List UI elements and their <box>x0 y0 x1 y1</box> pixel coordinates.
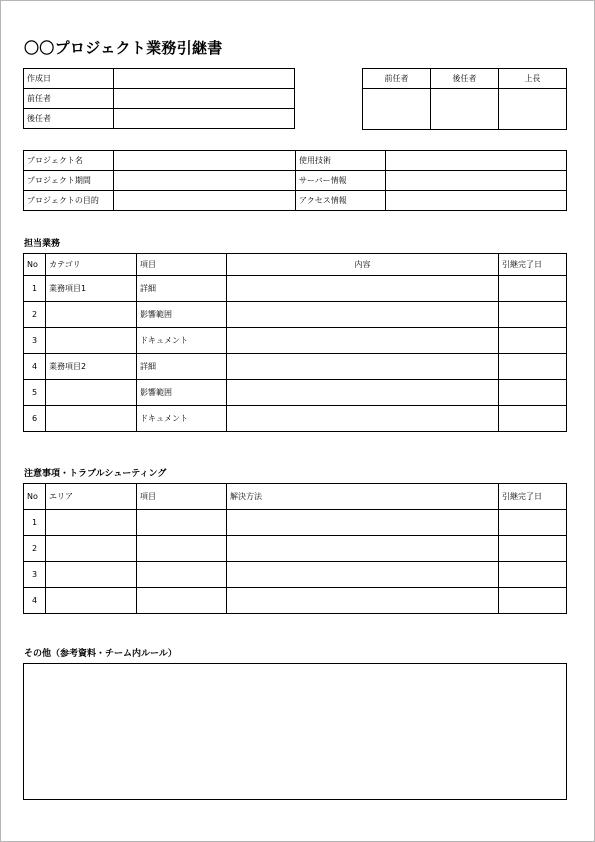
approval-header-manager: 上長 <box>499 69 567 89</box>
row-completion-date[interactable] <box>499 328 567 354</box>
label-technology: 使用技術 <box>296 151 386 171</box>
row-solution[interactable] <box>227 536 499 562</box>
row-content[interactable] <box>227 380 499 406</box>
row-completion-date[interactable] <box>499 536 567 562</box>
duties-header-category: カテゴリ <box>46 254 137 276</box>
approval-header-row <box>363 69 567 89</box>
row-area[interactable] <box>46 588 137 614</box>
row-item[interactable]: 詳細 <box>137 276 227 302</box>
row-item[interactable] <box>137 562 227 588</box>
table-row <box>24 328 567 354</box>
table-row <box>24 276 567 302</box>
field-predecessor[interactable] <box>114 89 295 109</box>
table-row <box>24 536 567 562</box>
info-row-successor <box>24 109 295 129</box>
row-solution[interactable] <box>227 510 499 536</box>
stamp-box-predecessor[interactable] <box>363 89 431 130</box>
table-row <box>24 380 567 406</box>
duties-header-item: 項目 <box>137 254 227 276</box>
duties-table <box>23 253 567 432</box>
approval-stamp-row <box>363 89 567 130</box>
row-category[interactable] <box>46 328 137 354</box>
table-row <box>24 562 567 588</box>
row-completion-date[interactable] <box>499 302 567 328</box>
label-project-purpose: プロジェクトの目的 <box>24 191 114 211</box>
other-notes-box[interactable] <box>23 663 567 800</box>
table-row <box>24 510 567 536</box>
label-project-name: プロジェクト名 <box>24 151 114 171</box>
row-number: 3 <box>24 562 46 588</box>
row-content[interactable] <box>227 276 499 302</box>
row-item[interactable]: 影響範囲 <box>137 380 227 406</box>
row-category[interactable]: 業務項目2 <box>46 354 137 380</box>
row-number: 5 <box>24 380 46 406</box>
field-server-info[interactable] <box>386 171 567 191</box>
field-technology[interactable] <box>386 151 567 171</box>
row-number: 6 <box>24 406 46 432</box>
duties-header-completion-date: 引継完了日 <box>499 254 567 276</box>
row-area[interactable] <box>46 562 137 588</box>
label-predecessor: 前任者 <box>24 89 114 109</box>
duties-header-content: 内容 <box>227 254 499 276</box>
duties-header-row <box>24 254 567 276</box>
row-completion-date[interactable] <box>499 510 567 536</box>
row-number: 4 <box>24 588 46 614</box>
approval-header-predecessor: 前任者 <box>363 69 431 89</box>
field-project-purpose[interactable] <box>114 191 296 211</box>
duties-header-no: No <box>24 254 46 276</box>
row-area[interactable] <box>46 536 137 562</box>
other-heading: その他（参考資料・チーム内ルール） <box>24 649 177 659</box>
row-content[interactable] <box>227 302 499 328</box>
stamp-box-successor[interactable] <box>431 89 499 130</box>
table-row <box>24 406 567 432</box>
notes-heading: 注意事項・トラブルシューティング <box>24 469 167 479</box>
row-area[interactable] <box>46 510 137 536</box>
row-item[interactable] <box>137 510 227 536</box>
field-access-info[interactable] <box>386 191 567 211</box>
row-completion-date[interactable] <box>499 562 567 588</box>
row-completion-date[interactable] <box>499 380 567 406</box>
project-row <box>24 171 567 191</box>
field-created-date[interactable] <box>114 69 295 89</box>
project-row <box>24 151 567 171</box>
basic-info-table <box>23 68 295 129</box>
label-access-info: アクセス情報 <box>296 191 386 211</box>
field-project-period[interactable] <box>114 171 296 191</box>
row-content[interactable] <box>227 406 499 432</box>
stamp-box-manager[interactable] <box>499 89 567 130</box>
notes-header-area: エリア <box>46 484 137 510</box>
info-row-predecessor <box>24 89 295 109</box>
row-completion-date[interactable] <box>499 354 567 380</box>
row-item[interactable] <box>137 588 227 614</box>
project-row <box>24 191 567 211</box>
approval-header-successor: 後任者 <box>431 69 499 89</box>
info-row-created-date <box>24 69 295 89</box>
document-title: 〇〇プロジェクト業務引継書 <box>24 39 223 57</box>
row-item[interactable]: ドキュメント <box>137 328 227 354</box>
duties-heading: 担当業務 <box>24 239 61 249</box>
field-successor[interactable] <box>114 109 295 129</box>
label-server-info: サーバー情報 <box>296 171 386 191</box>
row-item[interactable]: 影響範囲 <box>137 302 227 328</box>
project-info-table <box>23 150 567 211</box>
table-row <box>24 354 567 380</box>
notes-header-solution: 解決方法 <box>227 484 499 510</box>
row-number: 1 <box>24 510 46 536</box>
row-content[interactable] <box>227 354 499 380</box>
notes-header-item: 項目 <box>137 484 227 510</box>
row-item[interactable]: 詳細 <box>137 354 227 380</box>
row-solution[interactable] <box>227 588 499 614</box>
row-number: 1 <box>24 276 46 302</box>
row-item[interactable] <box>137 536 227 562</box>
row-number: 4 <box>24 354 46 380</box>
row-number: 2 <box>24 536 46 562</box>
row-category[interactable] <box>46 380 137 406</box>
row-item[interactable]: ドキュメント <box>137 406 227 432</box>
row-category[interactable] <box>46 406 137 432</box>
label-created-date: 作成日 <box>24 69 114 89</box>
notes-header-no: No <box>24 484 46 510</box>
row-category[interactable] <box>46 302 137 328</box>
row-solution[interactable] <box>227 562 499 588</box>
table-row <box>24 302 567 328</box>
notes-table <box>23 483 567 614</box>
row-completion-date[interactable] <box>499 276 567 302</box>
row-number: 3 <box>24 328 46 354</box>
row-completion-date[interactable] <box>499 588 567 614</box>
row-completion-date[interactable] <box>499 406 567 432</box>
table-row <box>24 588 567 614</box>
row-category[interactable]: 業務項目1 <box>46 276 137 302</box>
label-project-period: プロジェクト期間 <box>24 171 114 191</box>
row-content[interactable] <box>227 328 499 354</box>
notes-header-completion-date: 引継完了日 <box>499 484 567 510</box>
notes-header-row <box>24 484 567 510</box>
label-successor: 後任者 <box>24 109 114 129</box>
row-number: 2 <box>24 302 46 328</box>
field-project-name[interactable] <box>114 151 296 171</box>
approval-table <box>362 68 567 130</box>
